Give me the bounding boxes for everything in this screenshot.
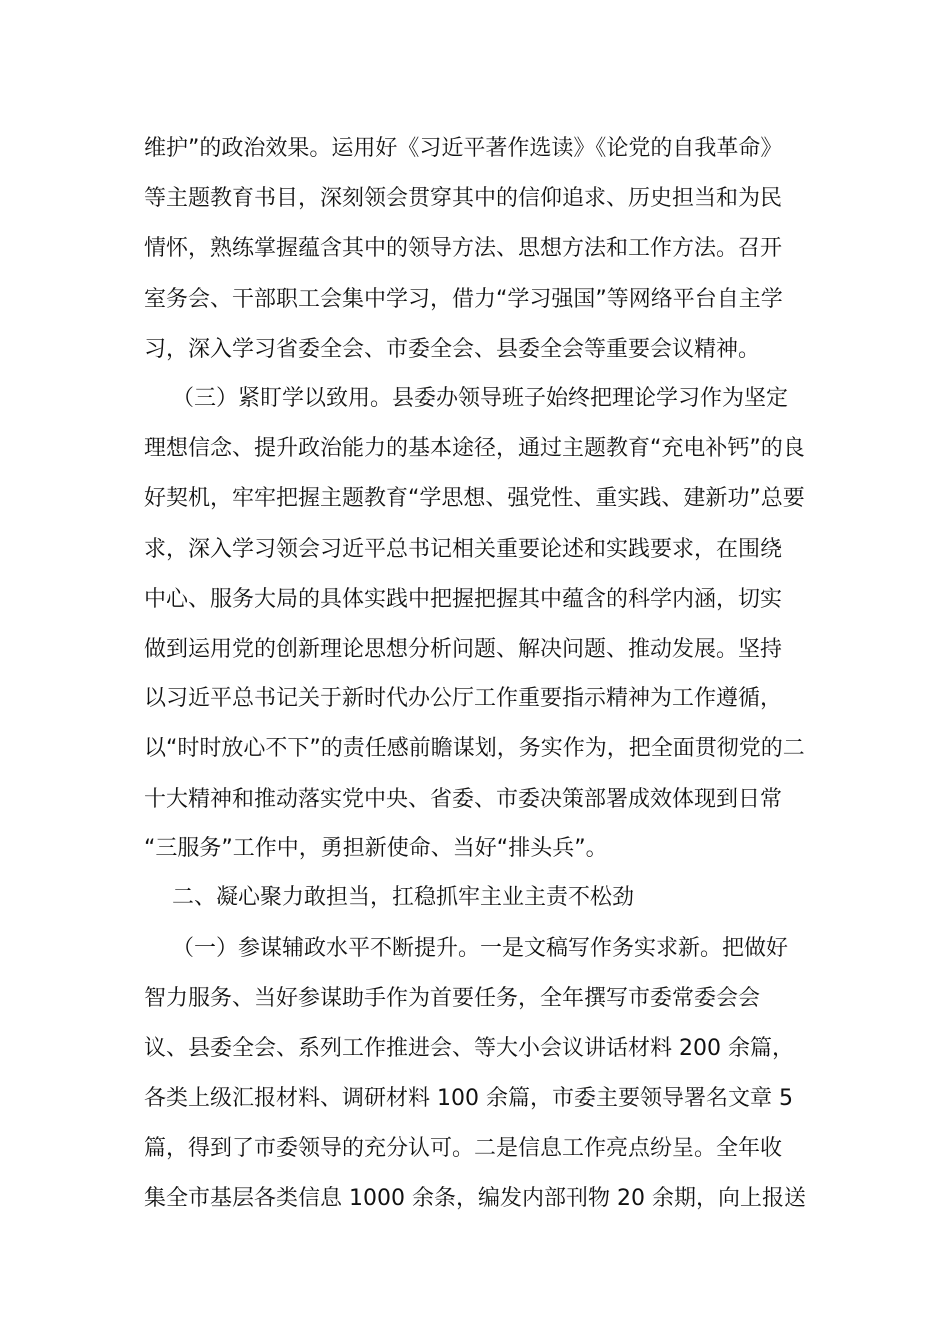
text-line: 维护”的政治效果。运用好《习近平著作选读》《论党的自我革命》 bbox=[144, 136, 783, 161]
text-line: 智力服务、当好参谋助手作为首要任务，全年撰写市委常委会会 bbox=[144, 986, 761, 1011]
text-line: 集全市基层各类信息 1000 余条，编发内部刊物 20 余期，向上报送 bbox=[144, 1186, 806, 1211]
text-line: 情怀，熟练掌握蕴含其中的领导方法、思想方法和工作方法。召开 bbox=[144, 236, 783, 261]
section-heading: 二、凝心聚力敢担当，扛稳抓牢主业主责不松劲 bbox=[172, 885, 635, 910]
text-line: 以习近平总书记关于新时代办公厅工作重要指示精神为工作遵循， bbox=[144, 686, 783, 711]
text-line: 以“时时放心不下”的责任感前瞻谋划，务实作为，把全面贯彻党的二 bbox=[144, 736, 805, 761]
text-line: 十大精神和推动落实党中央、省委、市委决策部署成效体现到日常 bbox=[144, 787, 783, 812]
text-line: “三服务”工作中，勇担新使命、当好“排头兵”。 bbox=[144, 836, 608, 861]
text-line: 习，深入学习省委全会、市委全会、县委全会等重要会议精神。 bbox=[144, 337, 761, 362]
text-line: 议、县委全会、系列工作推进会、等大小会议讲话材料 200 余篇， bbox=[144, 1036, 794, 1061]
text-line: 理想信念、提升政治能力的基本途径，通过主题教育“充电补钙”的良 bbox=[144, 436, 805, 461]
text-line: 好契机，牢牢把握主题教育“学思想、强党性、重实践、建新功”总要 bbox=[144, 486, 805, 511]
text-line: 等主题教育书目，深刻领会贯穿其中的信仰追求、历史担当和为民 bbox=[144, 186, 783, 211]
text-line: 做到运用党的创新理论思想分析问题、解决问题、推动发展。坚持 bbox=[144, 637, 783, 662]
text-line: 各类上级汇报材料、调研材料 100 余篇，市委主要领导署名文章 5 bbox=[144, 1086, 793, 1111]
text-line: （三）紧盯学以致用。县委办领导班子始终把理论学习作为坚定 bbox=[172, 386, 789, 411]
text-line: 中心、服务大局的具体实践中把握把握其中蕴含的科学内涵，切实 bbox=[144, 587, 783, 612]
text-line: （一）参谋辅政水平不断提升。一是文稿写作务实求新。把做好 bbox=[172, 936, 789, 961]
text-line: 篇，得到了市委领导的充分认可。二是信息工作亮点纷呈。全年收 bbox=[144, 1136, 783, 1161]
text-line: 室务会、干部职工会集中学习，借力“学习强国”等网络平台自主学 bbox=[144, 287, 783, 312]
text-line: 求，深入学习领会习近平总书记相关重要论述和实践要求，在围绕 bbox=[144, 537, 783, 562]
